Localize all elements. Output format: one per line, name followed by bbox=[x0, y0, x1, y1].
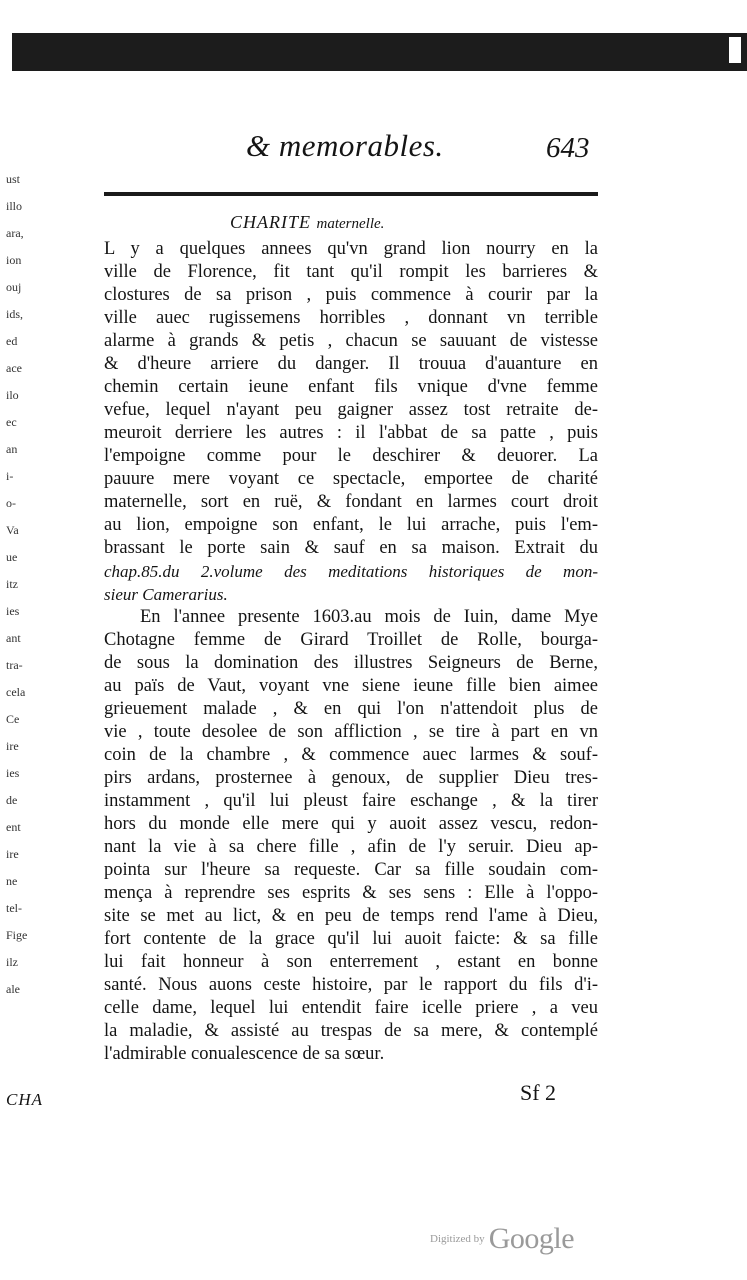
google-logo: Google bbox=[488, 1222, 575, 1255]
text-line: fort contente de la grace qu'il lui auoit faicte: & sa fille bbox=[104, 929, 598, 949]
margin-fragment: ue bbox=[6, 550, 18, 564]
margin-fragment: itz bbox=[6, 577, 18, 591]
text-line: maternelle, sort en ruë, & fondant en larmes court droit bbox=[104, 492, 598, 512]
digitized-label: Digitized by bbox=[430, 1233, 485, 1245]
section-heading-sub: maternelle. bbox=[316, 216, 385, 232]
text-line: chemin certain ieune enfant fils vnique d'vne femme bbox=[104, 377, 598, 397]
text-line: de sous la domination des illustres Seigneurs de Berne, bbox=[104, 653, 598, 673]
margin-fragment: o- bbox=[6, 496, 16, 510]
text-line: lui fait honneur à son enterrement , estant en bonne bbox=[104, 952, 598, 972]
margin-fragment: an bbox=[6, 442, 18, 456]
margin-fragment: Va bbox=[6, 523, 19, 537]
section-heading bbox=[230, 212, 384, 233]
text-line: celle dame, lequel lui entendit faire icelle priere , a veu bbox=[104, 998, 598, 1018]
text-line: la maladie, & assisté au trespas de sa mere, & contemplé bbox=[104, 1021, 598, 1041]
margin-fragment: Ce bbox=[6, 712, 20, 726]
margin-fragment: ant bbox=[6, 631, 21, 645]
margin-fragment: ust bbox=[6, 172, 21, 186]
margin-fragment: ec bbox=[6, 415, 17, 429]
left-margin-fragments bbox=[6, 166, 34, 1003]
margin-fragment: ilz bbox=[6, 955, 18, 969]
margin-fragment: ire bbox=[6, 847, 19, 861]
scan-top-bar bbox=[12, 33, 747, 71]
text-line: ville auec rugissemens horribles , donnant vn terrible bbox=[104, 308, 598, 328]
catchword-left: CHA bbox=[6, 1090, 43, 1109]
margin-fragment: ies bbox=[6, 766, 20, 780]
text-line: nant la vie à sa chere fille , afin de l'y seruir. Dieu ap- bbox=[104, 837, 598, 857]
text-line: au païs de Vaut, voyant vne siene ieune fille bien aimee bbox=[104, 676, 598, 696]
text-line: site se met au lict, & en peu de temps rend l'ame à Dieu, bbox=[104, 906, 598, 926]
margin-fragment: ara, bbox=[6, 226, 24, 240]
source-citation-line: sieur Camerarius. bbox=[104, 585, 228, 604]
text-line: l'admirable conualescence de sa sœur. bbox=[104, 1044, 385, 1064]
text-line: pauure mere voyant ce spectacle, emportee de charité bbox=[104, 469, 598, 489]
margin-fragment: i- bbox=[6, 469, 14, 483]
margin-fragment: Fige bbox=[6, 928, 28, 942]
source-citation-line: chap.85.du 2.volume des meditations historiques de mon- bbox=[104, 562, 598, 581]
margin-fragment: ent bbox=[6, 820, 21, 834]
scan-edge-mark bbox=[729, 37, 741, 63]
body-text bbox=[104, 238, 598, 1066]
text-line: grieuement malade , & en qui l'on n'attendoit plus de bbox=[104, 699, 598, 719]
margin-fragment: de bbox=[6, 793, 18, 807]
text-line: santé. Nous auons ceste histoire, par le rapport du fils d'i- bbox=[104, 975, 598, 995]
margin-fragment: ne bbox=[6, 874, 18, 888]
text-line: pirs ardans, prosternee à genoux, de supplier Dieu tres- bbox=[104, 768, 598, 788]
margin-fragment: ion bbox=[6, 253, 22, 267]
margin-fragment: ace bbox=[6, 361, 22, 375]
text-line: meuroit derriere les autres : il l'abbat de sa patte , puis bbox=[104, 423, 598, 443]
text-line: pointa sur l'heure sa requeste. Car sa fille soudain com- bbox=[104, 860, 598, 880]
text-line: alarme à grands & petis , chacun se sauuant de vistesse bbox=[104, 331, 598, 351]
margin-fragment: ids, bbox=[6, 307, 24, 321]
text-line: hors du monde elle mere qui y auoit assez vescu, redon- bbox=[104, 814, 598, 834]
text-line: ville de Florence, fit tant qu'il rompit les barrieres & bbox=[104, 262, 598, 282]
margin-fragment: tel- bbox=[6, 901, 22, 915]
margin-fragment: illo bbox=[6, 199, 23, 213]
digitized-watermark bbox=[430, 1222, 574, 1256]
page-number: 643 bbox=[546, 132, 590, 164]
margin-fragment: cela bbox=[6, 685, 26, 699]
text-line: vefue, lequel n'ayant peu gaigner assez tost retraite de- bbox=[104, 400, 598, 420]
text-line: L y a quelques annees qu'vn grand lion nourry en la bbox=[104, 239, 598, 259]
running-header: & memorables. bbox=[246, 128, 444, 163]
margin-fragment: tra- bbox=[6, 658, 23, 672]
section-heading-main: CHARITE bbox=[230, 212, 311, 232]
signature-mark: Sf 2 bbox=[520, 1080, 557, 1105]
text-line: En l'annee presente 1603.au mois de Iuin, dame Mye bbox=[140, 607, 598, 627]
text-line: Chotagne femme de Girard Troillet de Rolle, bourga- bbox=[104, 630, 598, 650]
margin-fragment: ouj bbox=[6, 280, 22, 294]
text-line: vie , toute desolee de son affliction , se tire à part en vn bbox=[104, 722, 598, 742]
text-line: au lion, empoigne son enfant, le lui arrache, puis l'em- bbox=[104, 515, 598, 535]
text-line: instamment , qu'il lui pleust faire eschange , & la tirer bbox=[104, 791, 598, 811]
text-line: clostures de sa prison , puis commence à courir par la bbox=[104, 285, 598, 305]
text-line: coin de la chambre , & commence auec larmes & souf- bbox=[104, 745, 598, 765]
text-line: & d'heure arriere du danger. Il trouua d'auanture en bbox=[104, 354, 598, 374]
header-rule bbox=[104, 192, 598, 196]
margin-fragment: ale bbox=[6, 982, 20, 996]
text-line: brassant le porte sain & sauf en sa maison. Extrait du bbox=[104, 538, 598, 558]
text-line: mença à reprendre ses esprits & ses sens : Elle à l'oppo- bbox=[104, 883, 598, 903]
margin-fragment: ed bbox=[6, 334, 18, 348]
text-line: l'empoigne comme pour le deschirer & deuorer. La bbox=[104, 446, 598, 466]
margin-fragment: ilo bbox=[6, 388, 19, 402]
margin-fragment: ies bbox=[6, 604, 20, 618]
margin-fragment: ire bbox=[6, 739, 19, 753]
